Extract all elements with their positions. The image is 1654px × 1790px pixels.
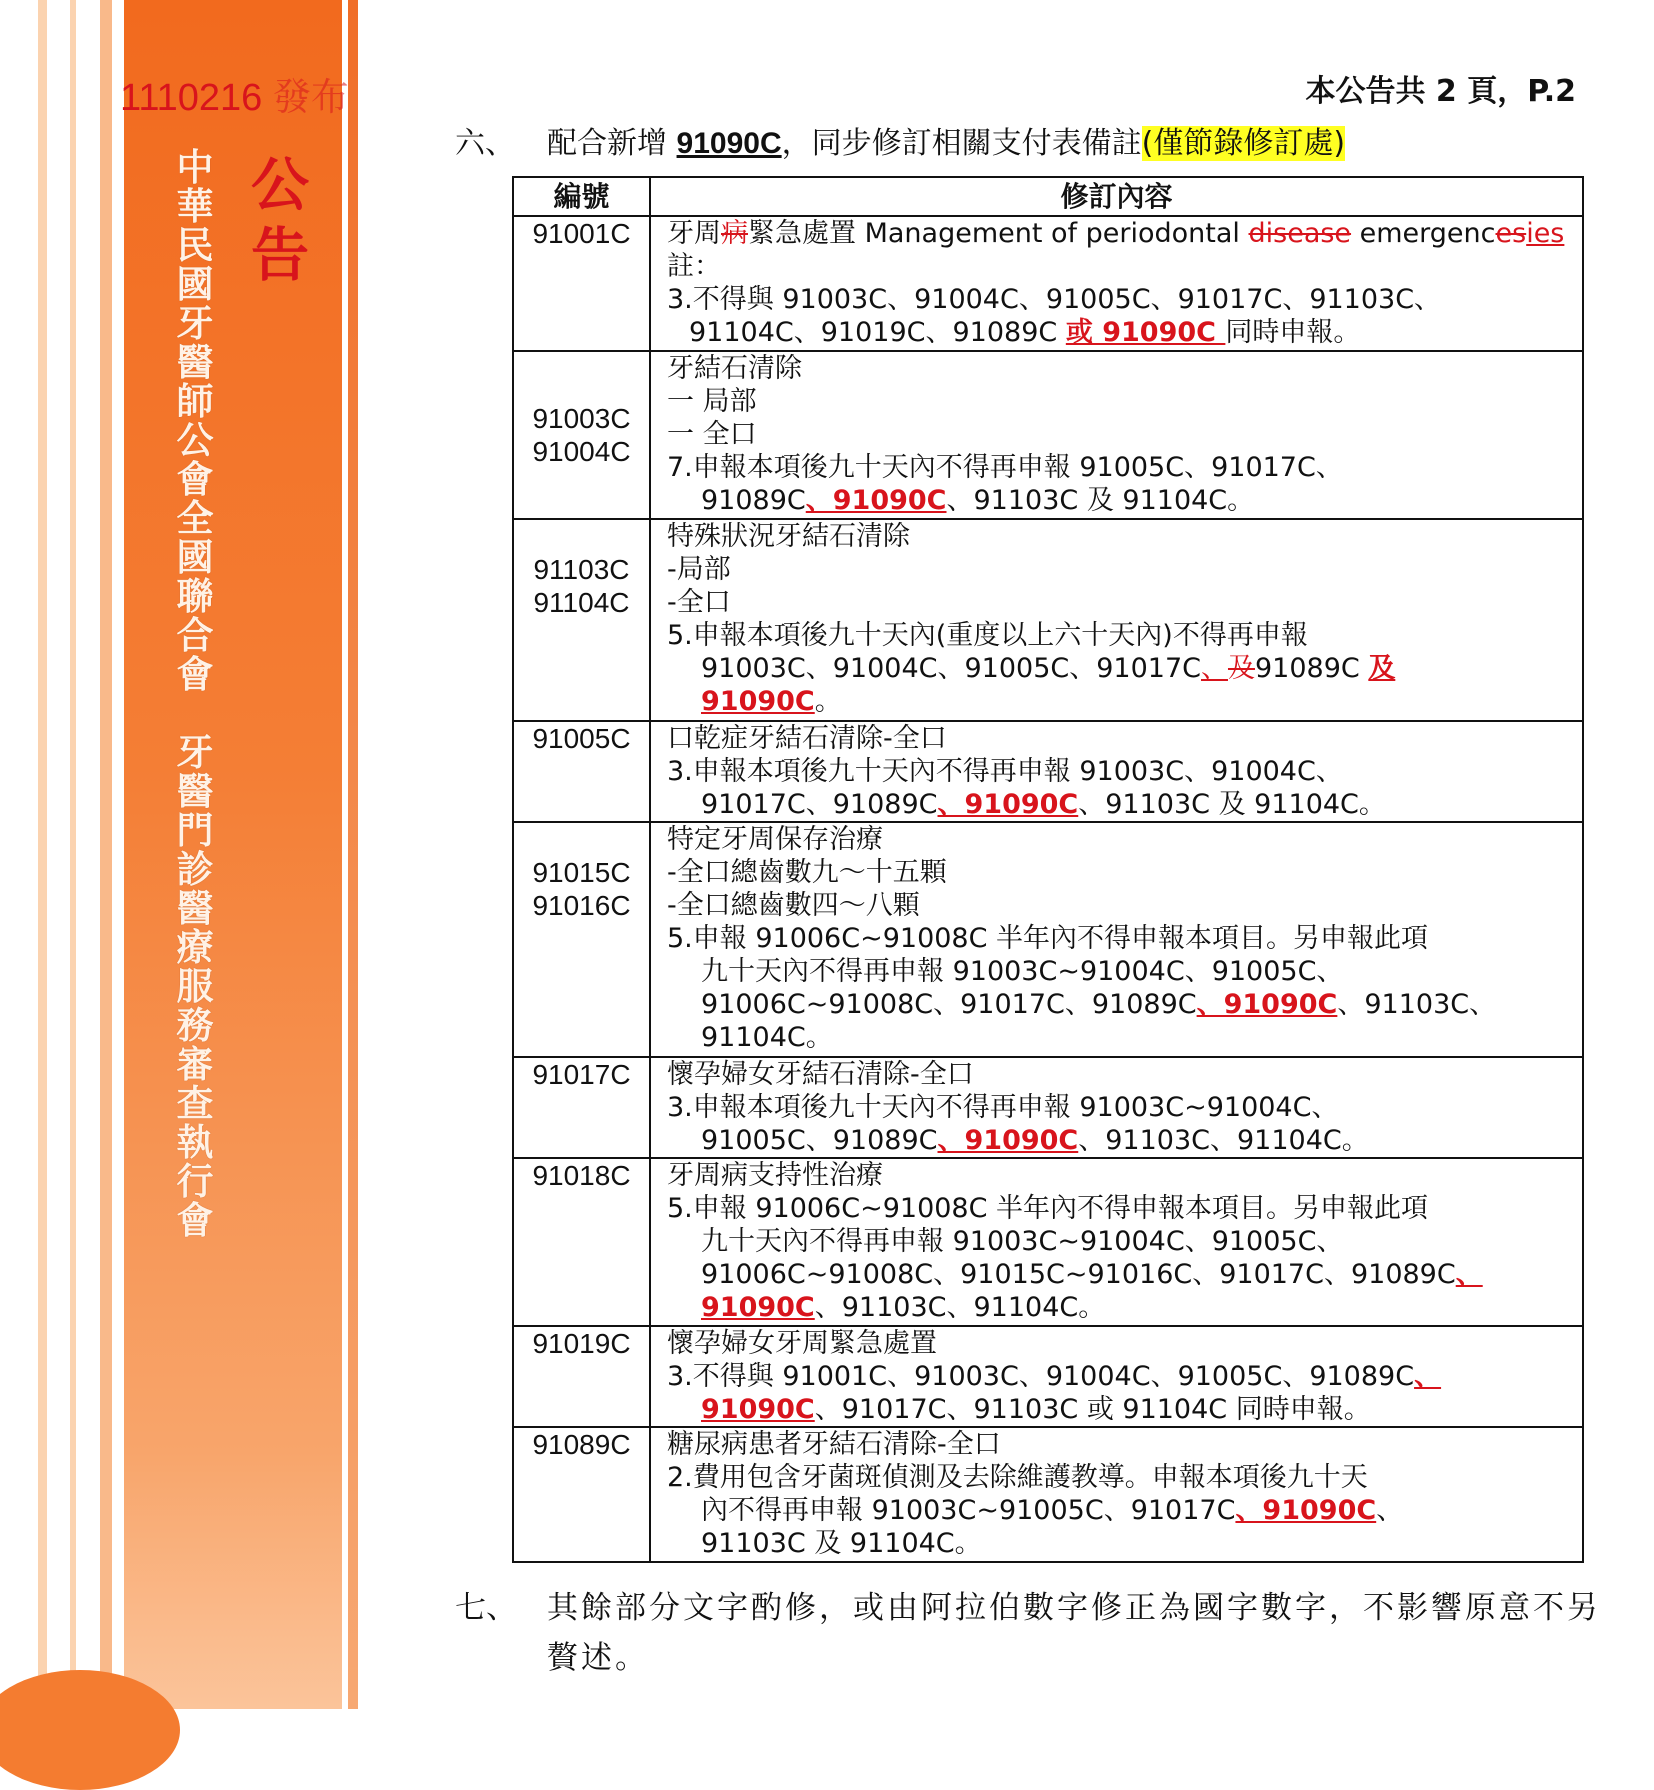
deleted-text: es <box>1495 218 1527 249</box>
content-line: 3.申報本項後九十天內不得再申報 91003C、91004C、 <box>667 756 1343 787</box>
content-cell <box>650 519 1583 721</box>
code: 91017C <box>532 1059 631 1090</box>
content-cell <box>650 1057 1583 1158</box>
content-line: 91104C、91019C、91089C 或 91090C 同時申報。 <box>689 317 1361 348</box>
code-cell <box>513 1057 650 1158</box>
content-line: 牙周病緊急處置 Management of periodontal disease emergencesies <box>667 218 1565 249</box>
content-line: 3.不得與 91003C、91004C、91005C、91017C、91103C、 <box>667 284 1442 315</box>
section-seven <box>455 1583 1605 1676</box>
code-cell <box>513 519 650 721</box>
content-line: 91089C、91090C、91103C 及 91104C。 <box>701 485 1255 516</box>
table-row <box>513 721 1583 822</box>
inserted-text: 、91090C <box>1196 989 1338 1020</box>
content-line: -全口總齒數四～八顆 <box>667 890 920 921</box>
band-edge <box>348 0 358 1709</box>
code-cell <box>513 822 650 1057</box>
code: 91019C <box>532 1328 631 1359</box>
content-cell <box>650 1427 1583 1562</box>
section-text: 其餘部分文字酌修，或由阿拉伯數字修正為國字數字，不影響原意不另贅述。 <box>547 1590 1601 1676</box>
content-line: 91090C。 <box>701 686 842 717</box>
content-line: 口乾症牙結石清除-全口 <box>667 723 947 754</box>
org-line: 中華民國牙醫師公會全國聯合會 <box>176 146 214 696</box>
doc-type-title: 公告 <box>250 151 309 289</box>
content-line: 3.不得與 91001C、91003C、91004C、91005C、91089C、 <box>667 1361 1442 1392</box>
release-date-number: 1110216 <box>120 77 263 119</box>
code-cell <box>513 1158 650 1326</box>
new-code: 91090C <box>676 127 782 160</box>
inserted-text: 、 <box>1200 653 1228 684</box>
release-word: 發布 <box>272 77 349 119</box>
decor-stripe <box>100 0 112 1709</box>
content-line: 5.申報 91006C~91008C 半年內不得申報本項目。另申報此項 <box>667 923 1429 954</box>
decor-stripe <box>70 0 76 1709</box>
content-line: 九十天內不得再申報 91003C~91004C、91005C、 <box>701 1226 1344 1257</box>
content-line: 91090C、91017C、91103C 或 91104C 同時申報。 <box>701 1394 1371 1425</box>
table-row <box>513 216 1583 351</box>
code: 91001C <box>532 218 631 249</box>
table-row <box>513 519 1583 721</box>
code: 91005C <box>532 723 631 754</box>
table-row <box>513 1326 1583 1427</box>
table-row <box>513 351 1583 519</box>
inserted-text: ies <box>1526 218 1565 249</box>
inserted-text: 、91090C <box>805 485 947 516</box>
inserted-text: 、91090C <box>937 1125 1079 1156</box>
content-line: 懷孕婦女牙結石清除-全口 <box>667 1059 974 1090</box>
content-line: 糖尿病患者牙結石清除-全口 <box>667 1429 1001 1460</box>
revision-table <box>512 176 1584 1563</box>
corner-decoration <box>0 1670 180 1790</box>
inserted-text: 、 <box>1414 1361 1442 1392</box>
content-cell <box>650 1326 1583 1427</box>
inserted-text: 91090C <box>701 1292 815 1323</box>
inserted-text: 91090C <box>701 686 815 717</box>
content-line: 一 全口 <box>667 419 757 450</box>
content-line: 3.申報本項後九十天內不得再申報 91003C~91004C、 <box>667 1092 1339 1123</box>
header-code: 編號 <box>513 177 650 216</box>
content-cell <box>650 1158 1583 1326</box>
content-line: 牙周病支持性治療 <box>667 1160 883 1191</box>
release-date <box>120 66 349 121</box>
content-line: -全口 <box>667 587 731 618</box>
content-line: 91103C 及 91104C。 <box>701 1528 982 1559</box>
deleted-text: 病 <box>721 218 748 249</box>
content-line: 91017C、91089C、91090C、91103C 及 91104C。 <box>701 789 1386 820</box>
code-cell <box>513 351 650 519</box>
deleted-text: disease <box>1248 218 1352 249</box>
code-cell <box>513 216 650 351</box>
code: 91015C <box>532 857 631 888</box>
content-line: 牙結石清除 <box>667 353 802 384</box>
code: 91018C <box>532 1160 631 1191</box>
table-row <box>513 1427 1583 1562</box>
content-line: 91090C、91103C、91104C。 <box>701 1292 1106 1323</box>
content-line: 一 局部 <box>667 386 757 417</box>
content-line: 內不得再申報 91003C~91005C、91017C、91090C、 <box>701 1495 1404 1526</box>
code-cell <box>513 1326 650 1427</box>
table-row <box>513 822 1583 1057</box>
table-row <box>513 1158 1583 1326</box>
content-line: 91006C~91008C、91015C~91016C、91017C、91089C、 <box>701 1259 1483 1290</box>
code: 91104C <box>533 587 630 618</box>
content-line: 特殊狀況牙結石清除 <box>667 521 910 552</box>
code: 91089C <box>532 1429 631 1460</box>
highlight-note: (僅節錄修訂處) <box>1141 126 1346 161</box>
committee-line: 牙醫門診醫療服務審查執行會 <box>176 731 214 1242</box>
code: 91003C <box>532 403 631 434</box>
deleted-text: 及 <box>1227 653 1255 684</box>
organization-name <box>172 148 218 1240</box>
content-line: 5.申報本項後九十天內(重度以上六十天內)不得再申報 <box>667 620 1308 651</box>
section-six-heading <box>455 118 1345 162</box>
content-line: 91005C、91089C、91090C、91103C、91104C。 <box>701 1125 1369 1156</box>
inserted-text: 91090C <box>701 1394 815 1425</box>
content-cell <box>650 351 1583 519</box>
code-cell <box>513 1427 650 1562</box>
inserted-text: 、 <box>1455 1259 1483 1290</box>
section-text: 配合新增 <box>547 126 677 161</box>
band-divider <box>342 0 345 1709</box>
content-line: 7.申報本項後九十天內不得再申報 91005C、91017C、 <box>667 452 1343 483</box>
content-line: 5.申報 91006C~91008C 半年內不得申報本項目。另申報此項 <box>667 1193 1429 1224</box>
decor-stripe <box>38 0 47 1709</box>
section-text: ，同步修訂相關支付表備註 <box>781 126 1142 161</box>
inserted-text: 或 91090C <box>1065 317 1226 348</box>
content-line: -全口總齒數九～十五顆 <box>667 857 947 888</box>
table-row <box>513 1057 1583 1158</box>
table-header-row <box>513 177 1583 216</box>
content-line: 懷孕婦女牙周緊急處置 <box>667 1328 937 1359</box>
content-line: 91003C、91004C、91005C、91017C、及91089C 及 <box>701 653 1396 684</box>
page-info: 本公告共 2 頁，P.2 <box>1305 74 1576 109</box>
content-line: -局部 <box>667 554 731 585</box>
content-line: 2.費用包含牙菌斑偵測及去除維護教導。申報本項後九十天 <box>667 1462 1368 1493</box>
inserted-text: 、91090C <box>1235 1495 1377 1526</box>
content-line: 註： <box>667 251 721 282</box>
code: 91103C <box>533 554 630 585</box>
content-cell <box>650 216 1583 351</box>
inserted-text: 、91090C <box>937 789 1079 820</box>
code-cell <box>513 721 650 822</box>
section-label: 六、 <box>455 126 515 161</box>
code: 91016C <box>532 890 631 921</box>
content-line: 91006C~91008C、91017C、91089C、91090C、91103C、 <box>701 989 1497 1020</box>
content-cell <box>650 721 1583 822</box>
content-cell <box>650 822 1583 1057</box>
code: 91004C <box>532 436 631 467</box>
section-label: 七、 <box>455 1590 517 1626</box>
content-line: 特定牙周保存治療 <box>667 824 883 855</box>
header-content: 修訂內容 <box>650 177 1583 216</box>
content-line: 九十天內不得再申報 91003C~91004C、91005C、 <box>701 956 1344 987</box>
content-line: 91104C。 <box>701 1022 833 1053</box>
inserted-text: 及 <box>1368 653 1396 684</box>
